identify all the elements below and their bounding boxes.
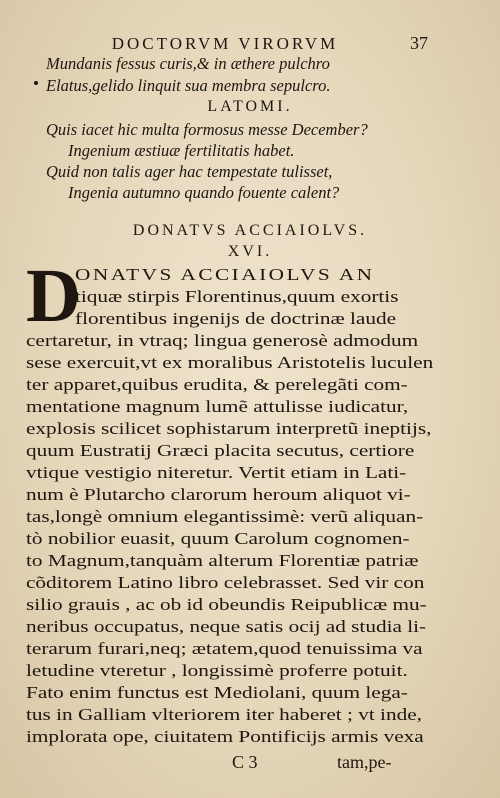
body-line: cõditorem Latino libro celebrasset. Sed vir con bbox=[26, 573, 425, 592]
drop-cap-letter: D bbox=[26, 254, 81, 338]
page-number: 37 bbox=[410, 33, 428, 53]
catchword: tam,pe- bbox=[337, 752, 392, 772]
body-line: Fato enim functus est Mediolani, quum lega- bbox=[26, 683, 408, 702]
body-line: vtique vestigio niteretur. Vertit etiam in Lati- bbox=[26, 463, 407, 482]
body-line: to Magnum,tanquàm alterum Florentiæ patriæ bbox=[26, 551, 419, 570]
verse-line: Quid non talis ager hac tempestate tulisset, bbox=[46, 162, 333, 181]
verse-line: Ingenia autumno quando fouente calent? bbox=[68, 183, 340, 202]
section-title: DONATVS ACCIAIOLVS. bbox=[132, 222, 368, 239]
section-number: XVI. bbox=[227, 243, 273, 260]
margin-mark bbox=[34, 81, 38, 85]
body-line: tò nobilior euasit, quum Carolum cognomen- bbox=[26, 529, 410, 548]
body-line: implorata ope, ciuitatem Pontificijs armis vexa bbox=[26, 727, 424, 746]
body-line: ter apparet,quibus erudita, & perelegãti com- bbox=[26, 375, 408, 394]
latomi-heading: LATOMI. bbox=[207, 98, 293, 115]
verse-line: Mundanis fessus curis,& in æthere pulchro bbox=[46, 54, 330, 73]
body-line: letudine vteretur , longissimè proferre potuit. bbox=[26, 661, 408, 680]
body-line: tas,longè omnium elegantissimè: verũ aliquan- bbox=[26, 507, 424, 526]
body-line: silio grauis , ac ob id obeundis Reipublicæ mu- bbox=[26, 595, 427, 614]
body-line: mentatione magnum lumẽ attulisse iudicatur, bbox=[26, 397, 409, 416]
body-line: num è Plutarcho clarorum heroum aliquot vi- bbox=[26, 485, 411, 504]
body-line: explosis scilicet sophistarum interpretũ ineptijs, bbox=[26, 419, 432, 438]
body-line: terarum furari,neq; ætatem,quod tenuissima va bbox=[26, 639, 423, 658]
drop-cap bbox=[26, 254, 81, 338]
body-line: neribus occupatus, neque satis ocij ad studia li- bbox=[26, 617, 427, 636]
signature-mark: C 3 bbox=[232, 752, 258, 772]
body-line: certaretur, in vtraq; lingua generosè admodum bbox=[26, 331, 419, 350]
verse-line: Quis iacet hic multa formosus messe December? bbox=[46, 120, 368, 139]
verse-line: Ingenium æstiuæ fertilitatis habet. bbox=[68, 141, 295, 160]
running-title: DOCTORVM VIRORVM bbox=[111, 34, 339, 53]
body-line: quum Eustratij Græci placita secutus, certiore bbox=[26, 441, 415, 460]
body-line: sese exercuit,vt ex moralibus Aristotelis luculen bbox=[26, 353, 434, 372]
body-line: ONATVS ACCIAIOLVS AN bbox=[75, 265, 375, 284]
body-line: tiquæ stirpis Florentinus,quum exortis bbox=[75, 287, 399, 306]
body-line: tus in Galliam vlteriorem iter haberet ; vt inde, bbox=[26, 705, 422, 724]
body-line: florentibus ingenijs de doctrinæ laude bbox=[75, 309, 397, 328]
verse-line: Elatus,gelido linquit sua membra sepulcro. bbox=[46, 76, 331, 95]
